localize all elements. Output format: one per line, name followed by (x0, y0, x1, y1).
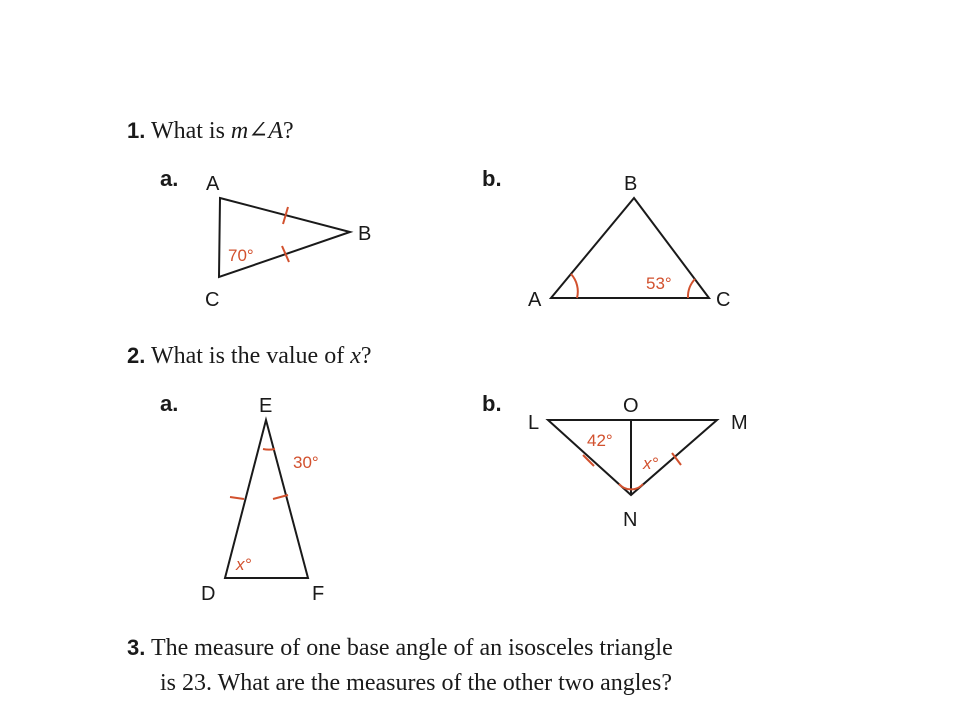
triangle-abc-1a (219, 198, 350, 277)
tick-mark-de-left (230, 497, 244, 499)
vertex-label-n: N (623, 509, 638, 531)
angle-label-c: 53° (646, 274, 672, 293)
vertex-label-a: A (206, 173, 220, 195)
triangle-abc-1b (551, 198, 709, 298)
part-label-1b: b. (482, 166, 502, 191)
part-label-2b: b. (482, 391, 502, 416)
math-expression: m∠A (230, 118, 284, 144)
problem-text: What is the value of (150, 343, 351, 369)
vertex-label-c: C (716, 289, 731, 311)
problem-text-end: ? (283, 118, 294, 144)
part-label-1a: a. (160, 166, 179, 191)
angle-arc-a-1b (571, 274, 578, 298)
problem-number: 1. (127, 118, 146, 143)
vertex-label-b: B (624, 173, 638, 195)
problem-number: 3. (127, 635, 146, 660)
vertex-label-l: L (528, 412, 540, 434)
problem-number: 2. (127, 343, 146, 368)
vertex-label-d: D (201, 583, 216, 605)
angle-label-e: 30° (293, 453, 319, 472)
part-label-2a: a. (160, 391, 179, 416)
problem-text: What is (150, 118, 231, 144)
angle-arc-c-1b (688, 279, 695, 298)
angle-label-d: x° (236, 555, 252, 574)
problem-text-line-1: The measure of one base angle of an isosceles triangle (150, 635, 673, 661)
vertex-label-e: E (259, 395, 273, 417)
vertex-label-b: B (358, 223, 372, 245)
vertex-label-m: M (731, 412, 748, 434)
triangle-lmn-2b (548, 420, 717, 495)
vertex-label-a: A (528, 289, 542, 311)
vertex-label-c: C (205, 289, 220, 311)
angle-label-l: 42° (587, 431, 613, 450)
angle-label-c: 70° (228, 246, 254, 265)
problem-text-end: ? (360, 343, 372, 369)
problem-3-line-2: is 23. What are the measures of the other two angles? (160, 670, 673, 696)
angle-arc-e (263, 449, 275, 450)
vertex-label-f: F (312, 583, 325, 605)
vertex-label-o: O (623, 395, 639, 417)
angle-label-n: x° (643, 454, 659, 473)
math-expression: x (350, 343, 361, 369)
